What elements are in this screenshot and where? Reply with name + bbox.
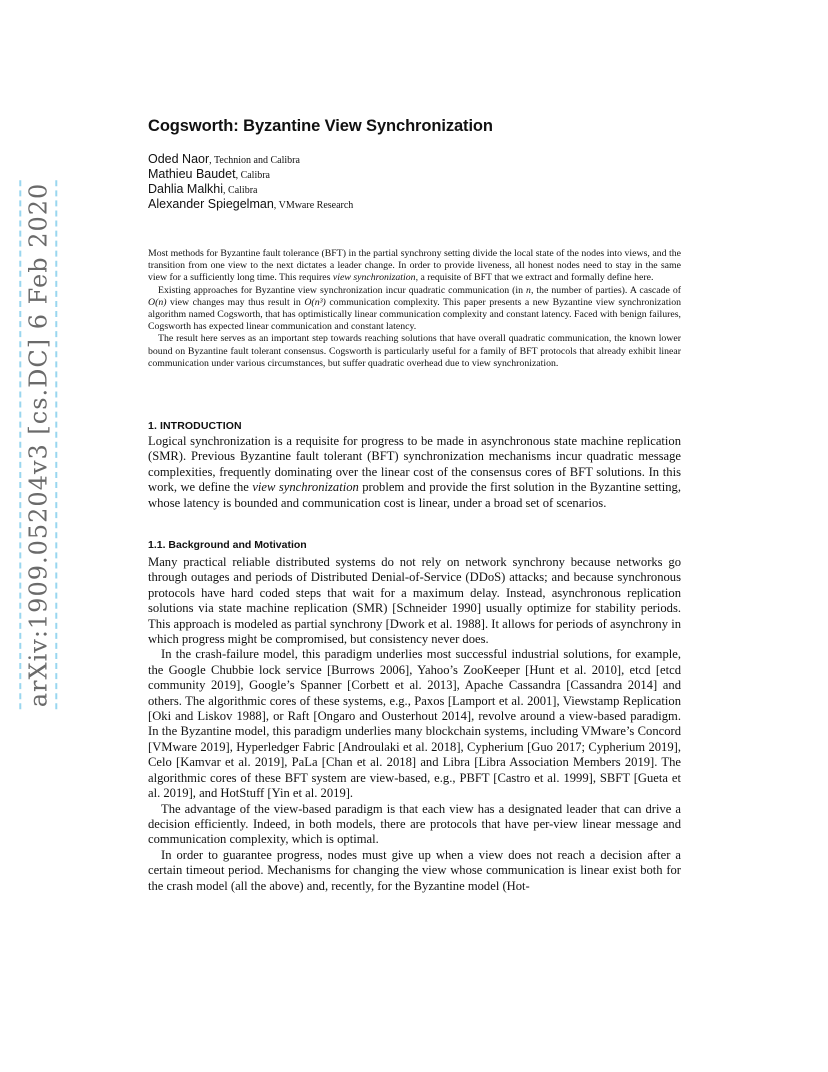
author-name: Dahlia Malkhi: [148, 182, 224, 196]
author-name: Oded Naor: [148, 152, 210, 166]
author-affiliation: , Technion and Calibra: [209, 155, 300, 166]
author-list: [148, 151, 568, 211]
abstract-text: , a requisite of BFT that we extract and formally define here.: [415, 272, 654, 284]
body-paragraph: The advantage of the view-based paradigm is that each view has a designated leader that can drive a decision efficiently. Indeed, in both models, there are protocols that have per-view linear message and communication complexity, which is optimal.: [148, 801, 681, 847]
abstract-paragraph: [148, 248, 681, 285]
math-expression: O(n³): [304, 296, 326, 308]
body-emphasis: view synchronization: [252, 480, 359, 495]
body-paragraph: Many practical reliable distributed systems do not rely on network synchrony because networks go through outages and periods of Distributed Denial-of-Service (DDoS) attacks; and because synchronous protocols have hard coded steps that wait for a maximum delay. Instead, asynchronous replication solutions via state machine replication (SMR) [Schneider 1990] usually optimize for stability periods. This approach is modeled as partial synchrony [Dwork et al. 1988]. It allows for periods of asynchrony in which progress might be compromised, but consistency never does.: [148, 555, 681, 647]
abstract-text: communication complexity. This paper presents a new Byzantine view synchronization algorithm named Cogsworth, that has optimistically linear communication complexity and constant latency. Faced with benign failures, Cogsworth has expected linear communication and constant latency.: [148, 296, 681, 333]
body-paragraph: In the crash-failure model, this paradigm underlies most successful industrial solutions, for example, the Google Chubbie lock service [Burrows 2006], Yahoo’s ZooKeeper [Hunt et al. 2010], etcd [etcd community 2019], Google’s Spanner [Corbett et al. 2013], Apache Cassandra [Cassandra 2014] and others. The algorithmic cores of these systems, e.g., Paxos [Lamport et al. 2001], Viewstamp Replication [Oki and Liskov 1988], or Raft [Ongaro and Ousterhout 2014], revolve around a view-based paradigm. In the Byzantine model, this paradigm underlies many blockchain systems, including VMware’s Concord [VMware 2019], Hyperledger Fabric [Androulaki et al. 2018], Cypherium [Guo 2017; Cypherium 2019], Celo [Kamvar et al. 2019], PaLa [Chan et al. 2018] and Libra [Libra Association Members 2019]. The algorithmic cores of these BFT system are view-based, e.g., PBFT [Castro et al. 1999], SBFT [Gueta et al. 2019], and HotStuff [Yin et al. 2019].: [148, 647, 681, 801]
introduction-body: [148, 434, 681, 511]
author-entry: [148, 181, 568, 196]
author-entry: [148, 196, 568, 211]
abstract-text: view changes may thus result in: [166, 296, 305, 308]
background-body: [148, 555, 681, 894]
math-variable: n: [526, 284, 531, 296]
subsection-heading: 1.1. Background and Motivation: [148, 539, 307, 551]
abstract-paragraph: [148, 285, 681, 334]
body-text: problem and provide the first solution in the Byzantine setting, whose latency is bounded and communication cost is linear, under a broad set of scenarios.: [148, 480, 682, 510]
arxiv-identifier: arXiv:1909.05204v3 [cs.DC] 6 Feb 2020: [19, 181, 57, 710]
paper-title: Cogsworth: Byzantine View Synchronization: [148, 117, 493, 135]
abstract: [148, 248, 681, 370]
body-paragraph: In order to guarantee progress, nodes must give up when a view does not reach a decision after a certain timeout period. Mechanisms for changing the view whose communication is linear exist both for the crash model (all the above) and, recently, for the Byzantine model (Hot-: [148, 847, 681, 893]
body-paragraph: [148, 434, 681, 511]
abstract-text: Existing approaches for Byzantine view synchronization incur quadratic communication (in: [158, 284, 527, 296]
author-affiliation: , VMware Research: [273, 200, 354, 211]
author-name: Mathieu Baudet: [148, 167, 236, 181]
abstract-text: , the number of parties). A cascade of: [530, 284, 681, 296]
author-affiliation: , Calibra: [235, 170, 270, 181]
section-heading: 1. INTRODUCTION: [148, 420, 242, 432]
author-entry: [148, 166, 568, 181]
math-expression: O(n): [148, 296, 167, 308]
author-affiliation: , Calibra: [223, 185, 258, 196]
abstract-paragraph: The result here serves as an important step towards reaching solutions that have overall quadratic communication, the known lower bound on Byzantine fault tolerant consensus. Cogsworth is particularly useful for a family of BFT protocols that already exhibit linear communication under various circumstances, but suffer quadratic overhead due to view synchronization.: [148, 333, 681, 369]
author-name: Alexander Spiegelman: [148, 197, 274, 211]
body-text: Logical synchronization is a requisite for progress to be made in asynchronous state machine replication (SMR). Previous Byzantine fault tolerant (BFT) synchronization mechanisms incur quadratic message complexities, frequently dominating over the linear cost of the consensus cores of BFT solutions. In this work, we define the: [148, 434, 681, 495]
author-entry: [148, 151, 568, 166]
arxiv-identifier-stamp: [14, 182, 62, 708]
abstract-text: Most methods for Byzantine fault tolerance (BFT) in the partial synchrony setting divide the local state of the nodes into views, and the transition from one view to the next dictates a leader change. In order to provide liveness, all honest nodes need to stay in the same view for a sufficiently long time. This requires: [148, 248, 681, 284]
abstract-emphasis: view synchronization: [332, 272, 416, 284]
